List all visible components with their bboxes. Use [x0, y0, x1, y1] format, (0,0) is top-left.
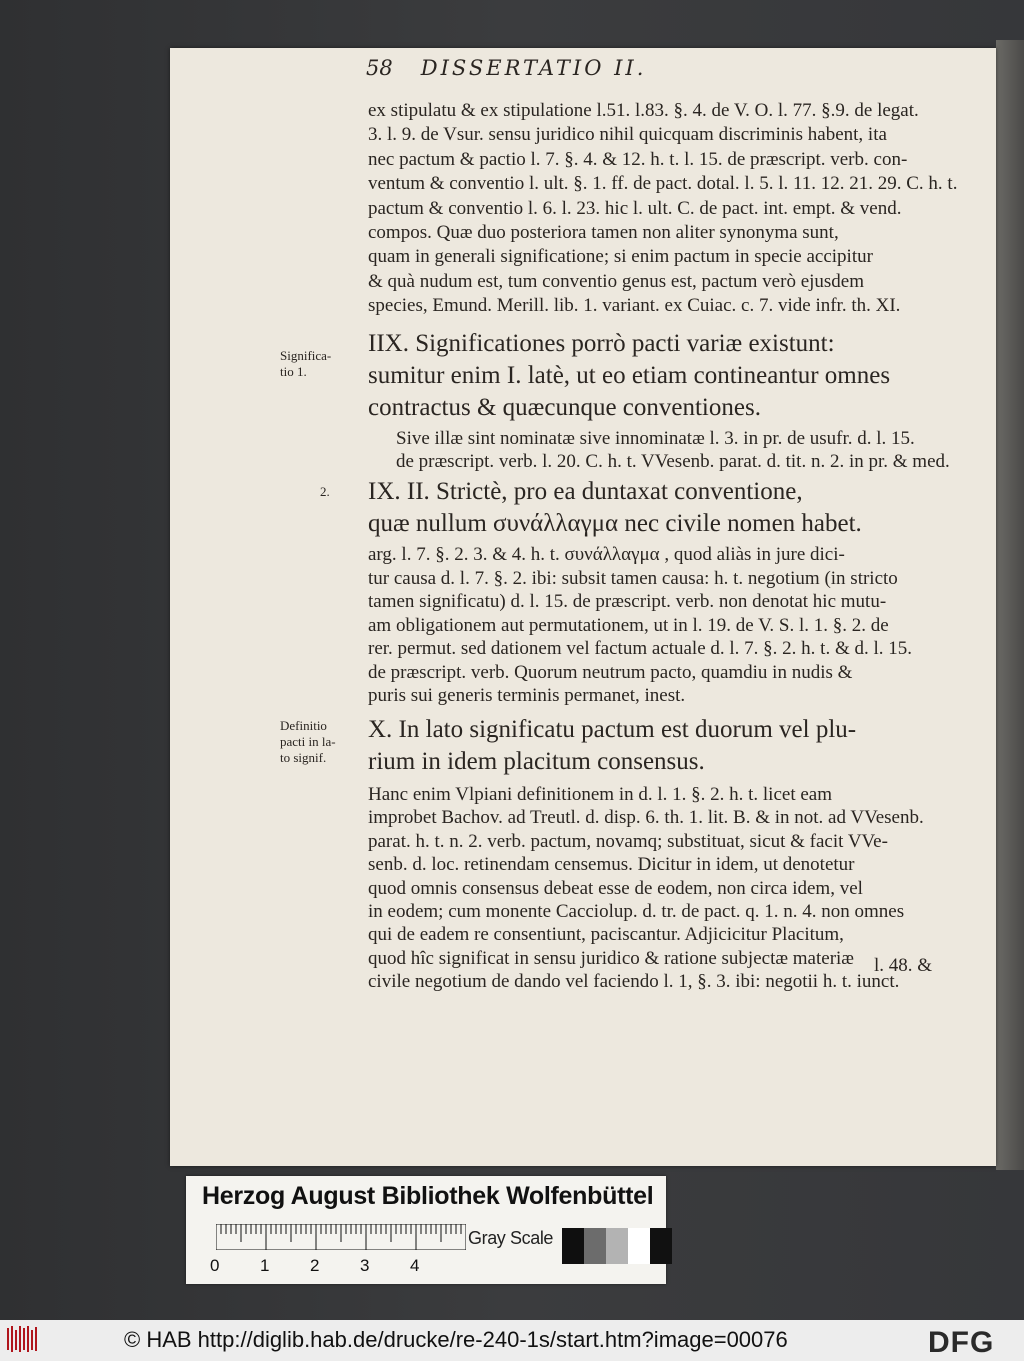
page-number: 58 [366, 56, 393, 80]
gray-swatch [606, 1228, 628, 1264]
note-line: parat. h. t. n. 2. verb. pactum, novamq; substituat, sicut & facit VVe- [368, 830, 888, 852]
note-line: am obligationem aut permutationem, ut in l. 19. de V. S. l. 1. §. 2. de [368, 614, 889, 636]
thesis-line: sumitur enim I. latè, ut eo etiam contineantur omnes [368, 362, 891, 389]
body-line: species, Emund. Merill. lib. 1. variant. ex Cuiac. c. 7. vide infr. th. XI. [368, 295, 901, 317]
ruler-number: 4 [410, 1256, 420, 1275]
book-page [170, 48, 996, 1166]
gray-swatches [562, 1228, 672, 1264]
thesis-line: quæ nullum συνάλλαγμα nec civile nomen habet. [368, 510, 862, 537]
note-line: puris sui generis terminis permanet, inest. [368, 685, 686, 706]
body-line: ventum & conventio l. ult. §. 1. ff. de pact. dotal. l. 5. l. 11. 12. 21. 29. C. h. t. [368, 173, 958, 195]
body-line: nec pactum & pactio l. 7. §. 4. & 12. h. t. l. 15. de præscript. verb. con- [368, 148, 908, 170]
body-line: & quà nudum est, tum conventio genus est, pactum verò ejusdem [368, 270, 865, 292]
library-title: Herzog August Bibliothek Wolfenbüttel [202, 1182, 654, 1210]
marginal-note-significatio: Significa- tio 1. [280, 348, 332, 379]
footer-bar [0, 1320, 1024, 1361]
catchword: l. 48. & [874, 955, 933, 976]
note-line: Sive illæ sint nominatæ sive innominatæ l. 3. in pr. de usufr. d. l. 15. [396, 428, 915, 449]
ruler-number: 1 [260, 1256, 270, 1275]
note-line: improbet Bachov. ad Treutl. d. disp. 6. th. 1. lit. B. & in not. ad VVesenb. [368, 807, 924, 829]
facing-page-edge [996, 40, 1024, 1170]
ruler-numbers [210, 1256, 470, 1278]
marginal-note-definitio: Definitio pacti in la- to signif. [280, 718, 336, 765]
body-line: compos. Quæ duo posteriora tamen non aliter synonyma sunt, [368, 222, 839, 243]
ruler-number: 3 [360, 1256, 370, 1275]
ruler-scale [216, 1224, 466, 1250]
note-line: tur causa d. l. 7. §. 2. ibi: subsit tamen causa: h. t. negotium (in stricto [368, 567, 898, 589]
note-line: senb. d. loc. retinendam censemus. Dicitur in idem, ut denotetur [368, 854, 855, 876]
body-line: ex stipulatu & ex stipulatione l.51. l.83. §. 4. de V. O. l. 77. §.9. de legat. [368, 100, 919, 121]
marginal-note-2: 2. [320, 484, 330, 499]
thesis-line: IX. II. Strictè, pro ea duntaxat conventione, [368, 478, 803, 505]
note-line: de præscript. verb. Quorum neutrum pacto, quamdiu in nudis & [368, 661, 853, 683]
running-title: DISSERTATIO II. [420, 56, 647, 80]
body-line: quam in generali significatione; si enim pactum in specie accipitur [368, 246, 873, 268]
thesis-line: contractus & quæcunque conventiones. [368, 394, 761, 421]
gray-swatch [650, 1228, 672, 1264]
note-line: qui de eadem re consentiunt, paciscantur. Adjicicitur Placitum, [368, 924, 844, 946]
library-color-card [186, 1176, 666, 1284]
note-line: in eodem; cum monente Cacciolup. d. tr. de pact. q. 1. n. 4. non omnes [368, 901, 905, 922]
running-header [366, 56, 646, 80]
note-line: quod hîc significat in sensu juridico & ratione subjectæ materiæ [368, 947, 854, 969]
note-line: Hanc enim Vlpiani definitionem in d. l. 1. §. 2. h. t. licet eam [368, 784, 832, 805]
gray-swatch [584, 1228, 606, 1264]
thesis-line: IIX. Significationes porrò pacti variæ existunt: [368, 330, 835, 357]
gray-swatch [562, 1228, 584, 1264]
ruler-number: 2 [310, 1256, 320, 1275]
ruler-number: 0 [210, 1256, 220, 1275]
thesis-line: rium in idem placitum consensus. [368, 748, 705, 775]
body-line: 3. l. 9. de Vsur. sensu juridico nihil quicquam discriminis habent, ita [368, 124, 887, 146]
note-line: arg. l. 7. §. 2. 3. & 4. h. t. συνάλλαγμα , quod aliàs in jure dici- [368, 544, 845, 565]
thesis-line: X. In lato significatu pactum est duorum vel plu- [368, 716, 857, 743]
hab-logo-icon [6, 1324, 40, 1354]
gray-swatch [628, 1228, 650, 1264]
note-line: quod omnis consensus debeat esse de eodem, non circa idem, vel [368, 877, 863, 899]
dfg-logo: DFG [928, 1326, 995, 1359]
gray-scale-label: Gray Scale [468, 1228, 554, 1248]
note-line: rer. permut. sed dationem vel factum actuale d. l. 7. §. 2. h. t. & d. l. 15. [368, 638, 913, 659]
note-line: tamen significatu) d. l. 15. de præscript. verb. non denotat hic mutu- [368, 591, 887, 612]
copyright-link[interactable]: © HAB http://diglib.hab.de/drucke/re-240-1s/start.htm?image=00076 [124, 1327, 788, 1352]
note-line: de præscript. verb. l. 20. C. h. t. VVesenb. parat. d. tit. n. 2. in pr. & med. [396, 451, 950, 472]
note-line: civile negotium de dando vel faciendo l. 1, §. 3. ibi: negotii h. t. iunct. [368, 971, 900, 993]
body-line: pactum & conventio l. 6. l. 23. hic l. ult. C. de pact. int. empt. & vend. [368, 197, 902, 219]
